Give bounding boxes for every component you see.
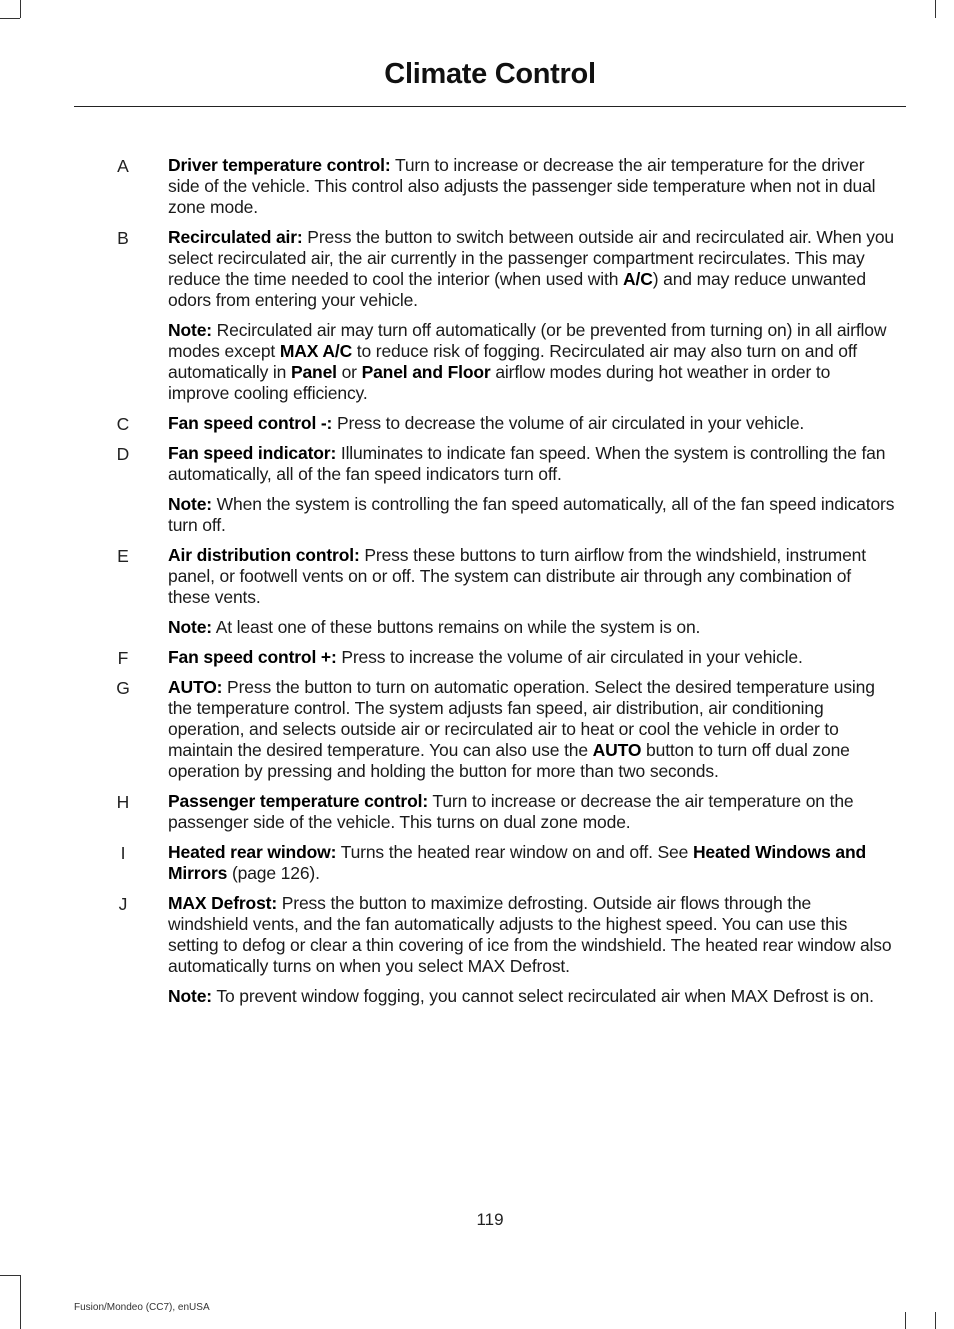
item-letter: B [117, 228, 129, 248]
item-text: (page 126). [227, 863, 320, 883]
note-bold: Panel [290, 362, 337, 382]
item-letter: A [117, 156, 129, 176]
list-item [0, 155, 954, 218]
note-label: Note: [168, 320, 212, 340]
list-item [0, 545, 954, 608]
item-bold: A/C [623, 269, 653, 289]
item-label: Air distribution control: [168, 545, 360, 565]
note-text: to reduce risk of fogging. Recirculated air may also turn on and off automatically in [168, 341, 857, 382]
title-rule [74, 106, 906, 107]
item-text: ) and may reduce unwanted odors from entering your vehicle. [168, 269, 866, 310]
list-item [0, 443, 954, 485]
item-letter: C [116, 414, 130, 434]
item-bold: AUTO [592, 740, 642, 760]
page-title: Climate Control [384, 58, 596, 90]
item-label: Fan speed control -: [168, 413, 333, 433]
item-text: Press the button to switch between outside air and recirculated air. When you select recirculated air, the air currently in the passenger compartment recirculates. This may reduce the time needed to cool the interior (when used with [168, 227, 895, 289]
item-text: Illuminates to indicate fan speed. When the system is controlling the fan automatically, all of the fan speed indicators turn off. [168, 443, 886, 484]
list-item [0, 677, 954, 782]
item-text: Turn to increase or decrease the air temperature for the driver side of the vehicle. This control also adjusts the passenger side temperature when not in dual zone mode. [168, 155, 876, 217]
list-item [0, 647, 954, 668]
item-text: button to turn off dual zone operation by pressing and holding the button for more than two seconds. [168, 740, 850, 781]
cross-reference-link[interactable]: Heated Windows and Mirrors [168, 842, 867, 883]
list-item [0, 842, 954, 884]
list-item [0, 413, 954, 434]
list-item [0, 227, 954, 311]
crop-mark [0, 18, 20, 19]
note-text: Recirculated air may turn off automatically (or be prevented from turning on) in all airflow modes except [168, 320, 887, 361]
item-text: Press to decrease the volume of air circulated in your vehicle. [332, 413, 805, 433]
list-item [0, 893, 954, 977]
crop-mark [905, 1312, 906, 1329]
note-label: Note: [168, 617, 212, 637]
list-item [0, 791, 954, 833]
item-text: Press the button to maximize defrosting. Outside air flows through the windshield vents, and the fan automatically adjusts to the highest speed. You can use this setting to defog or clear a thin covering of ice from the windshield. The heated rear window also automatically turns on when you select MAX Defrost. [168, 893, 892, 976]
footer-text: Fusion/Mondeo (CC7), enUSA [74, 1302, 210, 1313]
note [0, 320, 954, 404]
item-text: Turn to increase or decrease the air temperature on the passenger side of the vehicle. This turns on dual zone mode. [168, 791, 854, 832]
item-text: Press to increase the volume of air circulated in your vehicle. [336, 647, 803, 667]
note-text: airflow modes during hot weather in order to improve cooling efficiency. [168, 362, 831, 403]
item-label: Passenger temperature control: [168, 791, 429, 811]
item-letter: J [118, 894, 128, 914]
item-label: Fan speed indicator: [168, 443, 337, 463]
item-letter: D [116, 444, 130, 464]
crop-mark [935, 1312, 936, 1329]
item-label: AUTO: [168, 677, 223, 697]
crop-mark [0, 1275, 20, 1276]
control-list [0, 155, 954, 1016]
note-bold: Panel and Floor [361, 362, 491, 382]
item-text: Turns the heated rear window on and off. See [336, 842, 693, 862]
item-letter: F [117, 648, 129, 668]
item-letter: G [116, 678, 130, 698]
item-letter: H [116, 792, 130, 812]
note-text: or [336, 362, 362, 382]
note-text: When the system is controlling the fan speed automatically, all of the fan speed indicators turn off. [168, 494, 895, 535]
item-letter: E [117, 546, 129, 566]
item-label: Fan speed control +: [168, 647, 337, 667]
note-label: Note: [168, 494, 212, 514]
item-label: MAX Defrost: [168, 893, 278, 913]
item-label: Driver temperature control: [168, 155, 391, 175]
note-bold: MAX A/C [279, 341, 353, 361]
note-label: Note: [168, 986, 212, 1006]
item-letter: I [120, 843, 126, 863]
item-text: Press the button to turn on automatic operation. Select the desired temperature using the temperature control. The system adjusts fan speed, air distribution, air conditioning operation, and selects outside air or recirculated air to heat or cool the vehicle in order to maintain the desired temperature. You can also use the [168, 677, 875, 760]
item-text: Press these buttons to turn airflow from the windshield, instrument panel, or footwell vents on or off. The system can distribute air through any combination of these vents. [168, 545, 866, 607]
page-number: 119 [476, 1210, 504, 1229]
crop-mark [20, 1275, 21, 1329]
item-label: Heated rear window: [168, 842, 337, 862]
note-text: To prevent window fogging, you cannot select recirculated air when MAX Defrost is on. [211, 986, 874, 1006]
note [0, 986, 954, 1007]
crop-mark [935, 0, 936, 18]
crop-mark [20, 0, 21, 18]
note [0, 494, 954, 536]
item-label: Recirculated air: [168, 227, 303, 247]
note-text: At least one of these buttons remains on while the system is on. [211, 617, 701, 637]
note [0, 617, 954, 638]
